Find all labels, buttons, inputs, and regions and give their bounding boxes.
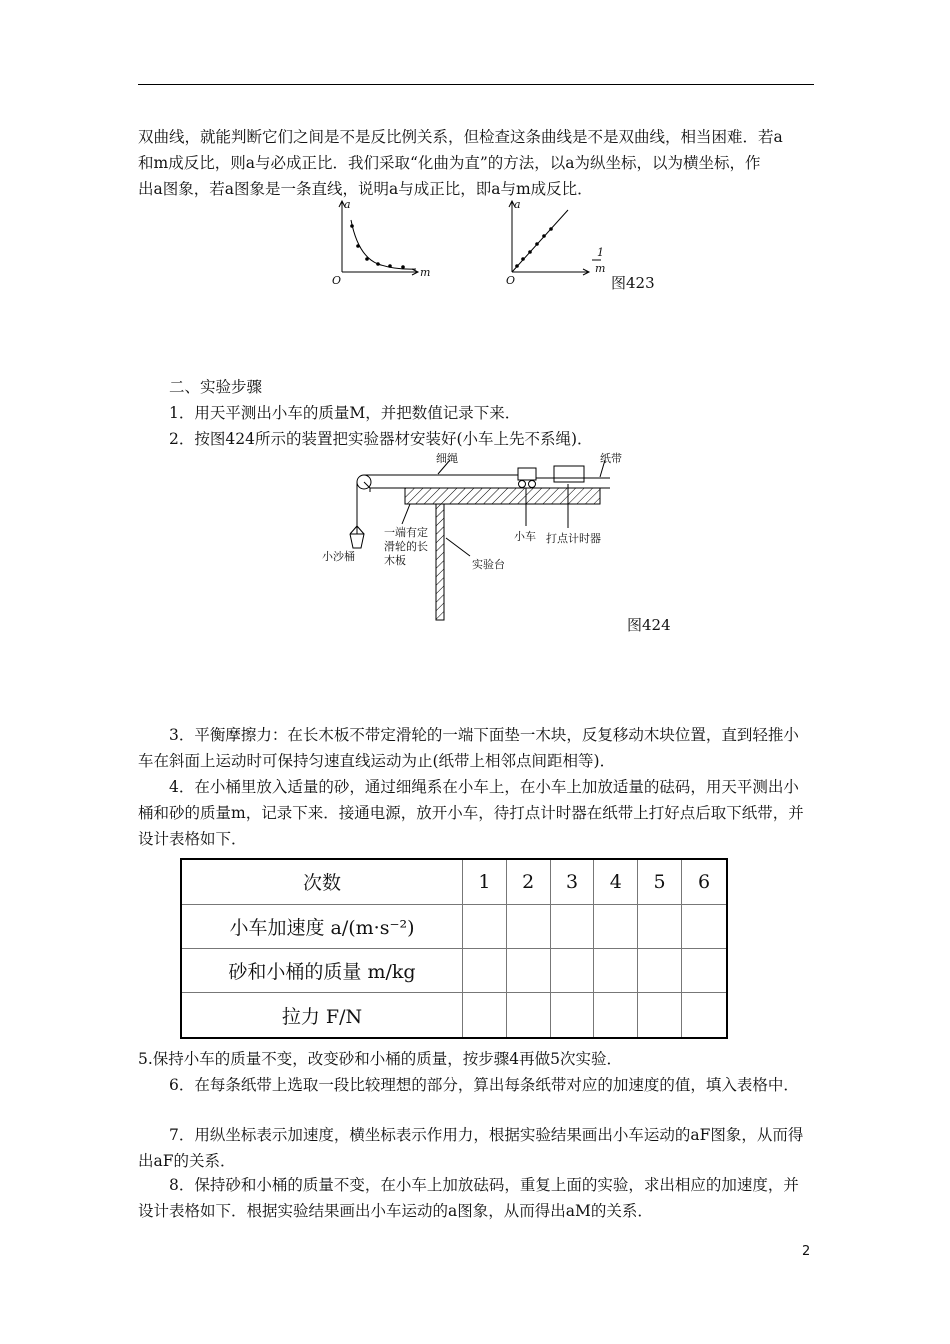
table-row (181, 993, 727, 1038)
figure-423-caption: 图423 (611, 274, 655, 292)
cart-wheel (519, 481, 526, 488)
point (528, 250, 532, 254)
table-row (181, 948, 727, 992)
point (365, 257, 369, 261)
table-col-header: 4 (594, 859, 638, 904)
point (542, 234, 546, 238)
label-cart: 小车 (514, 530, 536, 543)
table-leg (436, 504, 444, 620)
label-timer: 打点计时器 (546, 532, 601, 545)
table-col-header: 1 (463, 859, 507, 904)
figure-424-caption: 图424 (627, 616, 671, 634)
point (521, 257, 525, 261)
label-rope: 细绳 (436, 452, 458, 465)
table-header-label: 次数 (181, 859, 463, 904)
table-col-header: 3 (550, 859, 594, 904)
left-y-label: a (344, 198, 351, 211)
step-4: 4．在小桶里放入适量的砂，通过细绳系在小车上，在小车上加放适量的砝码，用天平测出小桶和砂的质量m，记录下来．接通电源，放开小车，待打点计时器在纸带上打好点后取下纸带，并设计表格如下． (138, 778, 804, 848)
label-board-3: 木板 (384, 554, 406, 567)
row-label-mass: 砂和小桶的质量 m/kg (181, 948, 463, 992)
sand-bucket (350, 534, 364, 548)
step-1: 1．用天平测出小车的质量M，并把数值记录下来． (169, 404, 521, 422)
table-row (181, 904, 727, 948)
point (549, 227, 553, 231)
right-y-label: a (514, 198, 521, 211)
cart-wheel (529, 481, 536, 488)
proportional-line (512, 210, 568, 272)
table-header-row (181, 859, 727, 904)
section-title: 二、实验步骤 (169, 378, 263, 396)
step-8: 8．保持砂和小桶的质量不变，在小车上加放砝码，重复上面的实验，求出相应的加速度，并设计表格如下．根据实验结果画出小车运动的a图象，从而得出aM的关系． (138, 1176, 799, 1220)
step-2: 2．按图424所示的装置把实验器材安装好(小车上先不系绳)． (169, 430, 593, 448)
right-x-numerator: 1 (597, 246, 604, 259)
step-6: 6．在每条纸带上选取一段比较理想的部分，算出每条纸带对应的加速度的值，填入表格中． (169, 1076, 799, 1094)
label-bucket: 小沙桶 (322, 550, 355, 563)
intro-line-3: 出a图象，若a图象是一条直线，说明a与成正比，即a与m成反比． (138, 180, 593, 198)
timer (554, 466, 584, 482)
label-table: 实验台 (472, 558, 505, 571)
step-7: 7．用纵坐标表示加速度，横坐标表示作用力，根据实验结果画出小车运动的aF图象，从而得出aF的关系． (138, 1126, 804, 1170)
table-col-header: 5 (638, 859, 682, 904)
point (388, 264, 392, 268)
point (356, 244, 360, 248)
cart-body (518, 468, 536, 480)
point (401, 265, 405, 269)
point (515, 264, 519, 268)
record-table (180, 858, 728, 1039)
point (535, 242, 539, 246)
point (376, 262, 380, 266)
table-col-header: 2 (506, 859, 550, 904)
long-board (405, 488, 600, 504)
right-x-denominator: m (595, 262, 606, 275)
figure-423-graphs (320, 198, 620, 290)
page-number: 2 (802, 1244, 811, 1259)
point (350, 224, 354, 228)
header-rule (138, 84, 814, 85)
step-3: 3．平衡摩擦力：在长木板不带定滑轮的一端下面垫一木块，反复移动木块位置，直到轻推小车在斜面上运动时可保持匀速直线运动为止(纸带上相邻点间距相等)． (138, 726, 799, 770)
label-board-2: 滑轮的长 (384, 540, 428, 553)
right-origin: O (506, 274, 516, 287)
intro-line-2: 和m成反比，则a与必成正比．我们采取“化曲为直”的方法，以a为纵坐标，以为横坐标，作 (138, 154, 761, 172)
label-board-1: 一端有定 (384, 526, 428, 539)
row-label-force: 拉力 F/N (181, 993, 463, 1038)
table-col-header: 6 (681, 859, 727, 904)
label-tape: 纸带 (600, 452, 622, 465)
step-5: 5.保持小车的质量不变，改变砂和小桶的质量，按步骤4再做5次实验． (138, 1050, 623, 1068)
left-origin: O (332, 274, 342, 287)
row-label-acceleration: 小车加速度 a/(m·s⁻²) (181, 904, 463, 948)
intro-line-1: 双曲线，就能判断它们之间是不是反比例关系，但检查这条曲线是不是双曲线，相当困难．若a (138, 128, 783, 146)
hyperbola-curve (351, 220, 416, 269)
left-x-label: m (420, 266, 431, 279)
